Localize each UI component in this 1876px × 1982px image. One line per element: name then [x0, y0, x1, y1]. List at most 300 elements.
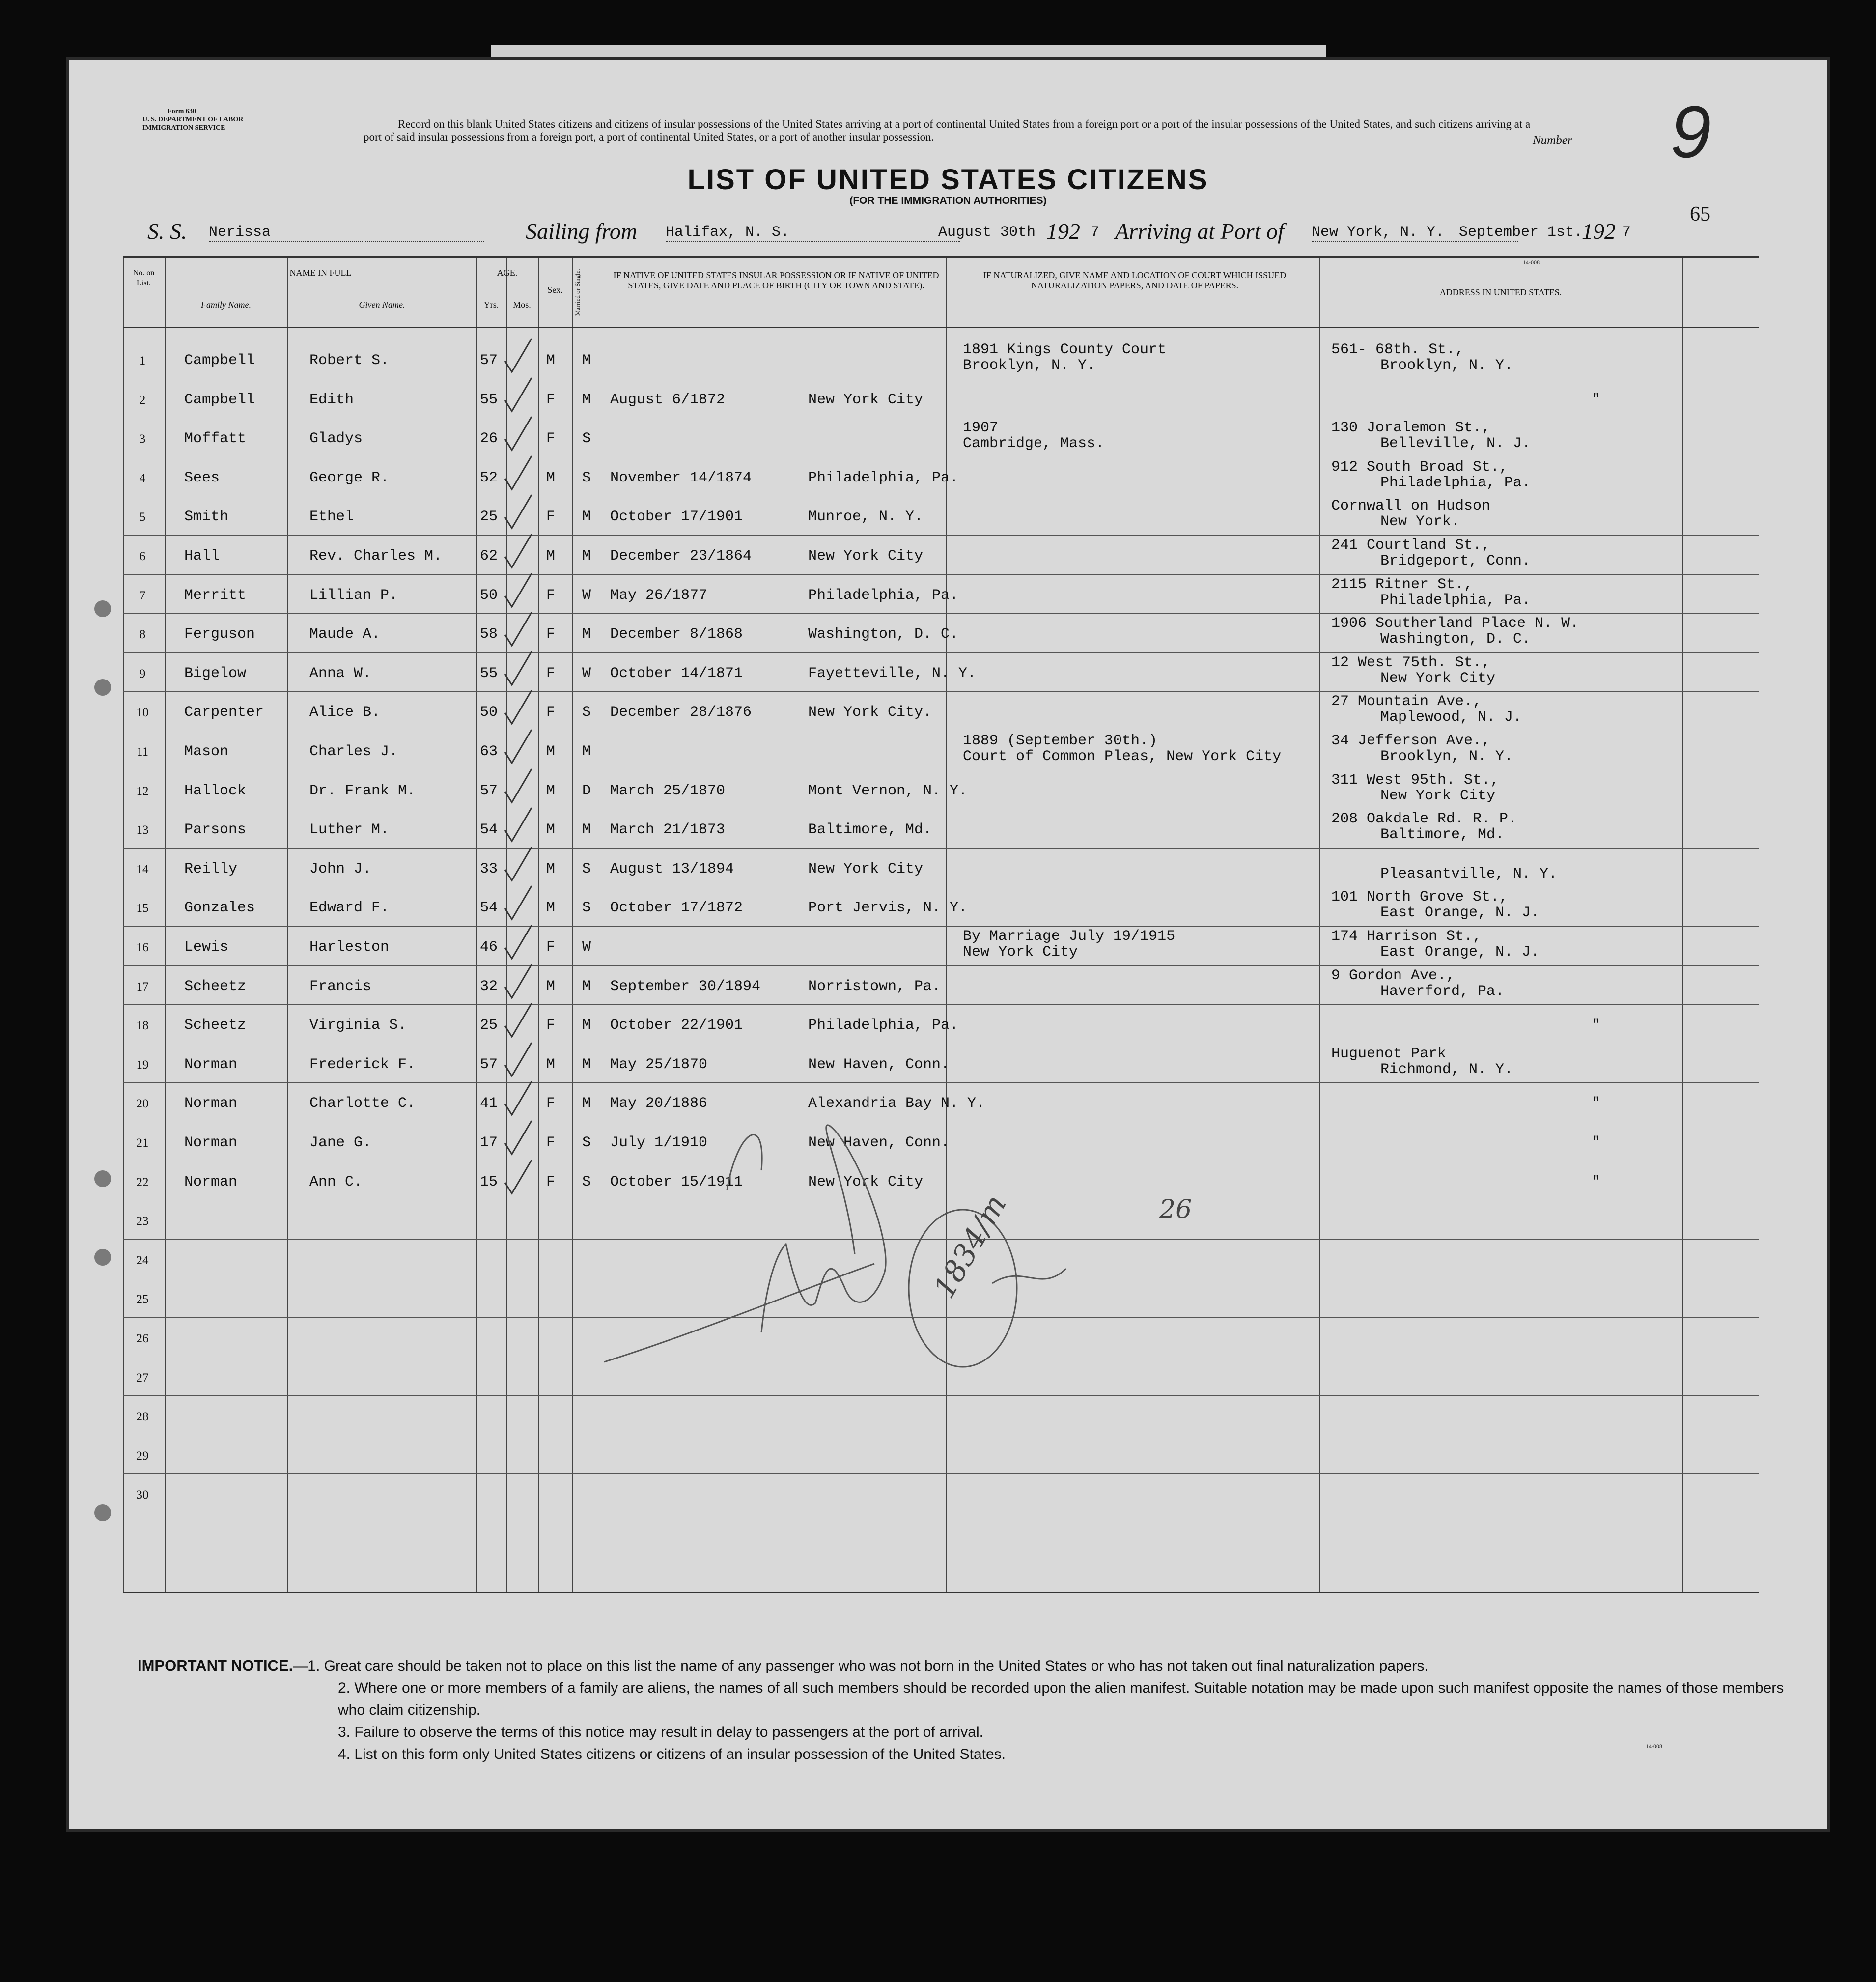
cell-given: Charlotte C. — [309, 1095, 416, 1112]
table-row — [123, 615, 1759, 654]
cell-given: Anna W. — [309, 665, 372, 682]
cell-no: 9 — [139, 667, 146, 680]
cell-yrs: 50 — [480, 704, 498, 721]
cell-sex: M — [546, 743, 556, 760]
cell-marital: M — [582, 1017, 591, 1034]
notice-heading: IMPORTANT NOTICE. — [138, 1657, 293, 1674]
cell-marital: W — [582, 665, 591, 682]
header-no: No. on List. — [133, 269, 155, 287]
cell-birth-date: October 17/1872 — [610, 900, 743, 917]
cell-marital: S — [582, 469, 591, 486]
department-name: U. S. DEPARTMENT OF LABOR — [142, 116, 244, 123]
cell-marital: S — [582, 1134, 591, 1151]
cell-no: 6 — [139, 550, 146, 563]
cell-given: Ethel — [309, 509, 354, 526]
cell-family: Lewis — [184, 939, 229, 956]
cell-family: Carpenter — [184, 704, 264, 721]
notice-item-3: 3. Failure to observe the terms of this notice may result in delay to passengers at the port of arrival. — [338, 1724, 983, 1740]
cell-birth-date: July 1/1910 — [610, 1134, 708, 1151]
table-row — [123, 772, 1759, 811]
check-mark-icon — [501, 767, 535, 806]
header-yrs: Yrs. — [483, 300, 499, 310]
table-row — [123, 928, 1759, 967]
cell-yrs: 41 — [480, 1095, 498, 1112]
cell-addr-2: Belleville, N. J. — [1380, 435, 1531, 453]
cell-addr-1: 208 Oakdale Rd. R. P. — [1331, 811, 1517, 828]
cell-birth-date: September 30/1894 — [610, 978, 761, 995]
cell-yrs: 50 — [480, 587, 498, 604]
year-suffix-1: 7 — [1091, 224, 1100, 241]
year-prefix-1: 192 — [1046, 219, 1080, 244]
cell-sex: M — [546, 978, 556, 995]
cell-birth-place: New York City — [808, 391, 924, 408]
cell-yrs: 62 — [480, 548, 498, 565]
cell-nat-2: Cambridge, Mass. — [963, 435, 1105, 453]
cell-birth-place: Philadelphia, Pa. — [808, 1017, 959, 1034]
cell-sex: F — [546, 665, 556, 682]
cell-given: Robert S. — [309, 352, 390, 369]
cell-birth-place: Alexandria Bay N. Y. — [808, 1095, 985, 1112]
cell-no: 30 — [136, 1488, 149, 1502]
cell-given: Luther M. — [309, 821, 390, 839]
notice-item-2: 2. Where one or more members of a family are aliens, the names of all such members should be recorded upon the alien manifest. Suitable notation may be made upon such manifest opposite the names of those members who claim citizenship. — [338, 1680, 1784, 1718]
form-code-bottom: 14-008 — [1646, 1743, 1662, 1750]
cell-family: Sees — [184, 469, 220, 486]
cell-no: 3 — [139, 432, 146, 446]
cell-family: Parsons — [184, 821, 247, 839]
cell-marital: M — [582, 509, 591, 526]
cell-no: 15 — [136, 902, 149, 915]
cell-given: Harleston — [309, 939, 390, 956]
cell-sex: M — [546, 1056, 556, 1073]
cell-no: 19 — [136, 1058, 149, 1072]
cell-given: Gladys — [309, 430, 363, 448]
cell-addr-1: 9 Gordon Ave., — [1331, 967, 1456, 984]
punch-hole — [94, 1504, 111, 1521]
cell-birth-place: New Haven, Conn. — [808, 1134, 950, 1151]
cell-addr-1: 1906 Southerland Place N. W. — [1331, 615, 1579, 632]
cell-addr-2: East Orange, N. J. — [1380, 944, 1540, 961]
cell-addr-1: 12 West 75th. St., — [1331, 654, 1491, 671]
cell-given: Dr. Frank M. — [309, 782, 416, 799]
cell-addr-1: " — [1592, 1017, 1601, 1034]
cell-marital: M — [582, 821, 591, 839]
cell-birth-date: October 22/1901 — [610, 1017, 743, 1034]
table-row — [123, 1006, 1759, 1046]
cell-yrs: 57 — [480, 1056, 498, 1073]
cell-addr-1: 311 West 95th. St., — [1331, 771, 1500, 789]
table-row — [123, 733, 1759, 772]
cell-yrs: 15 — [480, 1173, 498, 1190]
cell-family: Gonzales — [184, 900, 255, 917]
cell-birth-date: December 28/1876 — [610, 704, 752, 721]
cell-marital: M — [582, 626, 591, 643]
cell-marital: S — [582, 430, 591, 448]
cell-sex: F — [546, 391, 556, 408]
cell-no: 10 — [136, 706, 149, 720]
check-mark-icon — [501, 650, 535, 689]
cell-marital: M — [582, 1095, 591, 1112]
ship-name: Nerissa — [209, 224, 484, 242]
header-native: IF NATIVE OF UNITED STATES INSULAR POSSESSION OR IF NATIVE OF UNITED STATES, GIVE DATE AND PLACE OF BIRTH (CITY OR TOWN AND STATE). — [613, 270, 939, 290]
cell-sex: M — [546, 352, 556, 369]
year-prefix-2: 192 — [1582, 219, 1616, 244]
cell-marital: M — [582, 1056, 591, 1073]
check-mark-icon — [501, 493, 535, 532]
notice-item-4: 4. List on this form only United States citizens or citizens of an insular possession of the United States. — [338, 1746, 1006, 1762]
cell-yrs: 57 — [480, 782, 498, 799]
check-mark-icon — [501, 728, 535, 767]
year-suffix-2: 7 — [1622, 224, 1631, 241]
cell-yrs: 52 — [480, 469, 498, 486]
departure-date: August 30th — [938, 224, 1036, 241]
check-mark-icon — [501, 532, 535, 571]
cell-yrs: 63 — [480, 743, 498, 760]
cell-birth-date: October 17/1901 — [610, 509, 743, 526]
table-row — [123, 341, 1759, 381]
check-mark-icon — [501, 1119, 535, 1158]
cell-family: Smith — [184, 509, 229, 526]
cell-yrs: 33 — [480, 860, 498, 878]
cell-birth-date: May 26/1877 — [610, 587, 708, 604]
cell-addr-1: 912 South Broad St., — [1331, 458, 1509, 476]
handwritten-code: 1834/m — [927, 1189, 1013, 1304]
table-row — [123, 1475, 1759, 1515]
cell-addr-1: 101 North Grove St., — [1331, 889, 1509, 906]
cell-birth-date: October 14/1871 — [610, 665, 743, 682]
cell-family: Reilly — [184, 860, 238, 878]
table-row — [123, 967, 1759, 1007]
departure-port: Halifax, N. S. — [666, 224, 960, 242]
cell-family: Hallock — [184, 782, 247, 799]
cell-birth-place: Philadelphia, Pa. — [808, 469, 959, 486]
cell-yrs: 54 — [480, 900, 498, 917]
cell-addr-2: Washington, D. C. — [1380, 631, 1531, 648]
cell-nat-2: Brooklyn, N. Y. — [963, 357, 1096, 374]
cell-no: 13 — [136, 823, 149, 837]
arriving-label: Arriving at Port of — [1115, 219, 1284, 244]
cell-addr-2: Baltimore, Md. — [1380, 826, 1505, 844]
cell-addr-1: " — [1592, 391, 1601, 408]
cell-family: Scheetz — [184, 978, 247, 995]
punch-hole — [94, 1170, 111, 1187]
cell-birth-place: New Haven, Conn. — [808, 1056, 950, 1073]
cell-sex: M — [546, 469, 556, 486]
check-mark-icon — [501, 845, 535, 884]
cell-yrs: 25 — [480, 509, 498, 526]
cell-birth-place: New York City — [808, 860, 924, 878]
cell-no: 16 — [136, 941, 149, 954]
official-signature — [599, 1057, 1238, 1401]
cell-sex: F — [546, 509, 556, 526]
cell-no: 20 — [136, 1097, 149, 1111]
header-sex: Sex. — [547, 285, 563, 295]
cell-addr-2: Richmond, N. Y. — [1380, 1061, 1513, 1078]
cell-addr-2: New York. — [1380, 513, 1460, 531]
cell-marital: M — [582, 391, 591, 408]
arrival-port: New York, N. Y. — [1312, 224, 1518, 242]
check-mark-icon — [501, 1001, 535, 1041]
cell-addr-2: Philadelphia, Pa. — [1380, 474, 1531, 491]
header-address: ADDRESS IN UNITED STATES. — [1439, 287, 1562, 297]
cell-addr-1: 2115 Ritner St., — [1331, 576, 1473, 593]
sailing-label: Sailing from — [526, 219, 638, 244]
check-mark-icon — [501, 963, 535, 1002]
cell-birth-place: New York City. — [808, 704, 932, 721]
cell-no: 23 — [136, 1215, 149, 1228]
cell-no: 14 — [136, 862, 149, 876]
cell-no: 18 — [136, 1019, 149, 1033]
cell-addr-1: 27 Mountain Ave., — [1331, 693, 1482, 710]
cell-addr-1: 130 Joralemon St., — [1331, 420, 1491, 437]
cell-given: Charles J. — [309, 743, 398, 760]
cell-addr-1: 34 Jefferson Ave., — [1331, 733, 1491, 749]
cell-given: John J. — [309, 860, 372, 878]
cell-family: Scheetz — [184, 1017, 247, 1034]
form-code-top: 14-008 — [1523, 259, 1540, 266]
cell-given: Rev. Charles M. — [309, 548, 443, 565]
form-instructions: Record on this blank United States citizens and citizens of insular possessions of the United States arriving at a port of continental United States from a foreign port or a port of the insular possessions of the United States, and such citizens arriving at a port of said insular possessions from a foreign port, a port of continental United States, or a port of another insular possession. — [364, 118, 1531, 143]
header-mos: Mos. — [513, 300, 531, 310]
cell-yrs: 55 — [480, 391, 498, 408]
ss-label: S. S. — [147, 219, 187, 244]
cell-given: Virginia S. — [309, 1017, 407, 1034]
cell-given: Francis — [309, 978, 372, 995]
cell-birth-date: November 14/1874 — [610, 469, 752, 486]
voyage-line — [69, 218, 1827, 248]
cell-yrs: 55 — [480, 665, 498, 682]
cell-given: Edward F. — [309, 900, 390, 917]
cell-addr-1: 174 Harrison St., — [1331, 928, 1482, 945]
cell-yrs: 46 — [480, 939, 498, 956]
cell-family: Mason — [184, 743, 229, 760]
cell-yrs: 25 — [480, 1017, 498, 1034]
page-title: LIST OF UNITED STATES CITIZENS — [687, 164, 1209, 196]
cell-addr-1: Cornwall on Hudson — [1331, 498, 1491, 515]
cell-birth-date: August 13/1894 — [610, 860, 734, 878]
cell-no: 21 — [136, 1136, 149, 1150]
cell-family: Campbell — [184, 352, 255, 369]
notice-item-1: —1. Great care should be taken not to place on this list the name of any passenger who was not born in the United States or who has not taken out final naturalization papers. — [293, 1658, 1428, 1674]
cell-given: Frederick F. — [309, 1056, 416, 1073]
cell-marital: S — [582, 704, 591, 721]
table-row — [123, 1397, 1759, 1437]
check-mark-icon — [501, 884, 535, 923]
cell-addr-1: " — [1592, 1095, 1601, 1112]
cell-yrs: 54 — [480, 821, 498, 839]
cell-marital: S — [582, 860, 591, 878]
cell-marital: W — [582, 587, 591, 604]
cell-sex: F — [546, 1095, 556, 1112]
check-mark-icon — [501, 1158, 535, 1197]
cell-nat-1: By Marriage July 19/1915 — [963, 928, 1176, 945]
list-number-handwritten: 9 — [1670, 90, 1711, 173]
cell-sex: M — [546, 782, 556, 799]
service-name: IMMIGRATION SERVICE — [142, 124, 225, 132]
cell-family: Norman — [184, 1056, 238, 1073]
cell-sex: M — [546, 821, 556, 839]
cell-given: Jane G. — [309, 1134, 372, 1151]
cell-no: 1 — [139, 354, 146, 368]
cell-birth-place: Port Jervis, N. Y. — [808, 900, 968, 917]
cell-family: Campbell — [184, 391, 255, 408]
number-label: Number — [1533, 134, 1572, 147]
cell-yrs: 26 — [480, 430, 498, 448]
table-row — [123, 654, 1759, 694]
cell-birth-date: December 8/1868 — [610, 626, 743, 643]
cell-addr-2: Pleasantville, N. Y. — [1380, 865, 1558, 882]
cell-no: 28 — [136, 1410, 149, 1424]
cell-yrs: 32 — [480, 978, 498, 995]
cell-birth-date: March 25/1870 — [610, 782, 726, 799]
cell-birth-place: Fayetteville, N. Y. — [808, 665, 977, 682]
cell-birth-place: Philadelphia, Pa. — [808, 587, 959, 604]
cell-sex: F — [546, 1017, 556, 1034]
table-row — [123, 850, 1759, 889]
cell-addr-1: Huguenot Park — [1331, 1045, 1447, 1062]
check-mark-icon — [501, 610, 535, 650]
page-subtitle: (FOR THE IMMIGRATION AUTHORITIES) — [849, 195, 1047, 206]
cell-birth-date: August 6/1872 — [610, 391, 726, 408]
check-mark-icon — [501, 571, 535, 611]
table-row — [123, 811, 1759, 850]
cell-addr-2: Brooklyn, N. Y. — [1380, 357, 1513, 374]
cell-given: Ann C. — [309, 1173, 363, 1190]
cell-sex: M — [546, 900, 556, 917]
cell-given: Alice B. — [309, 704, 381, 721]
table-row — [123, 693, 1759, 733]
punch-hole — [94, 600, 111, 617]
table-row — [123, 498, 1759, 537]
header-naturalized: IF NATURALIZED, GIVE NAME AND LOCATION OF COURT WHICH ISSUED NATURALIZATION PAPERS, AND DATE OF PAPERS. — [983, 270, 1287, 290]
cell-addr-2: New York City — [1380, 787, 1496, 804]
cell-yrs: 17 — [480, 1134, 498, 1151]
cell-birth-place: Baltimore, Md. — [808, 821, 932, 839]
manifest-sheet — [69, 60, 1827, 1829]
cell-birth-date: October 15/1911 — [610, 1173, 743, 1190]
cell-addr-2: New York City — [1380, 670, 1496, 687]
cell-no: 2 — [139, 393, 146, 407]
cell-birth-place: New York City — [808, 1173, 924, 1190]
check-mark-icon — [501, 454, 535, 493]
cell-addr-2: Haverford, Pa. — [1380, 983, 1505, 1000]
cell-given: Edith — [309, 391, 354, 408]
cell-marital: S — [582, 1173, 591, 1190]
cell-sex: F — [546, 939, 556, 956]
cell-given: Lillian P. — [309, 587, 398, 604]
cell-birth-place: New York City — [808, 548, 924, 565]
table-row — [123, 381, 1759, 420]
punch-hole — [94, 679, 111, 696]
cell-sex: F — [546, 587, 556, 604]
form-identifier — [142, 107, 244, 132]
cell-marital: W — [582, 939, 591, 956]
cell-nat-2: New York City — [963, 944, 1078, 961]
header-marital: Married or Single. — [574, 269, 581, 316]
cell-sex: F — [546, 704, 556, 721]
cell-no: 4 — [139, 471, 146, 485]
cell-marital: M — [582, 352, 591, 369]
cell-birth-place: Munroe, N. Y. — [808, 509, 924, 526]
cell-addr-1: " — [1592, 1134, 1601, 1151]
check-mark-icon — [501, 1041, 535, 1080]
cell-no: 27 — [136, 1371, 149, 1385]
table-row — [123, 420, 1759, 459]
table-row — [123, 889, 1759, 928]
cell-marital: M — [582, 548, 591, 565]
cell-no: 17 — [136, 980, 149, 993]
cell-family: Norman — [184, 1173, 238, 1190]
cell-family: Hall — [184, 548, 220, 565]
cell-nat-1: 1907 — [963, 420, 999, 437]
cell-birth-date: December 23/1864 — [610, 548, 752, 565]
cell-birth-place: Washington, D. C. — [808, 626, 959, 643]
cell-birth-date: May 20/1886 — [610, 1095, 708, 1112]
table-row — [123, 459, 1759, 498]
cell-marital: S — [582, 900, 591, 917]
cell-addr-1: " — [1592, 1173, 1601, 1190]
table-row — [123, 576, 1759, 616]
cell-sex: M — [546, 548, 556, 565]
cell-sex: F — [546, 1173, 556, 1190]
cell-family: Merritt — [184, 587, 247, 604]
cell-family: Bigelow — [184, 665, 247, 682]
header-name-in-full: NAME IN FULL — [289, 268, 352, 278]
cell-no: 8 — [139, 628, 146, 642]
cell-sex: M — [546, 860, 556, 878]
cell-marital: M — [582, 978, 591, 995]
check-mark-icon — [501, 1079, 535, 1119]
cell-addr-2: East Orange, N. J. — [1380, 905, 1540, 922]
cell-addr-2: Brooklyn, N. Y. — [1380, 748, 1513, 765]
cell-addr-1: 561- 68th. St., — [1331, 341, 1464, 358]
cell-birth-place: Norristown, Pa. — [808, 978, 941, 995]
cell-no: 12 — [136, 784, 149, 798]
cell-addr-1: 241 Courtland St., — [1331, 537, 1491, 554]
cell-no: 11 — [136, 745, 149, 759]
cell-given: Maude A. — [309, 626, 381, 643]
check-mark-icon — [501, 415, 535, 454]
cell-no: 25 — [136, 1293, 149, 1306]
cell-addr-2: Bridgeport, Conn. — [1380, 553, 1531, 569]
header-given-name: Given Name. — [359, 300, 405, 310]
cell-marital: D — [582, 782, 591, 799]
cell-family: Moffatt — [184, 430, 247, 448]
cell-no: 22 — [136, 1175, 149, 1189]
form-number: Form 630 — [168, 108, 196, 115]
cell-sex: F — [546, 1134, 556, 1151]
cell-yrs: 58 — [480, 626, 498, 643]
cell-no: 7 — [139, 589, 146, 602]
cell-nat-1: 1889 (September 30th.) — [963, 733, 1158, 749]
punch-hole — [94, 1249, 111, 1266]
table-row — [123, 537, 1759, 576]
page-number: 65 — [1690, 203, 1710, 226]
check-mark-icon — [501, 806, 535, 845]
cell-addr-2: Philadelphia, Pa. — [1380, 592, 1531, 609]
cell-no: 24 — [136, 1253, 149, 1267]
cell-yrs: 57 — [480, 352, 498, 369]
check-mark-icon — [501, 688, 535, 728]
check-mark-icon — [501, 337, 535, 376]
cell-given: George R. — [309, 469, 390, 486]
cell-birth-date: March 21/1873 — [610, 821, 726, 839]
cell-no: 26 — [136, 1332, 149, 1345]
handwritten-note: 26 — [1159, 1195, 1192, 1224]
check-mark-icon — [501, 923, 535, 963]
cell-sex: F — [546, 430, 556, 448]
check-mark-icon — [501, 376, 535, 415]
